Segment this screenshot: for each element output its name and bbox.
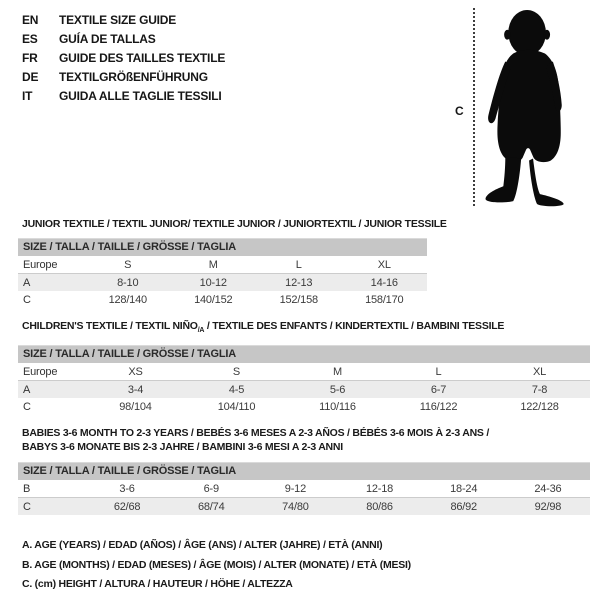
value-cell: 12-18 — [337, 480, 421, 498]
size-bar: SIZE / TALLA / TAILLE / GRÖSSE / TAGLIA — [18, 463, 590, 480]
language-code: DE — [22, 70, 39, 84]
children-heading-prefix: CHILDREN'S TEXTILE / TEXTIL NIÑO — [22, 320, 198, 332]
babies-table-grid — [18, 480, 590, 515]
value-cell: 104/110 — [217, 400, 256, 413]
value-cell: 9-12 — [253, 480, 337, 498]
value-cell: 7-8 — [531, 383, 548, 396]
value-cell: 6-9 — [169, 480, 253, 498]
row-label-cell: A — [23, 383, 31, 396]
language-row-fr — [22, 49, 225, 68]
value-cell: XL — [342, 256, 428, 274]
language-code: ES — [22, 32, 38, 46]
value-cell: 14-16 — [370, 276, 398, 289]
value-cell: 140/152 — [194, 293, 233, 306]
children-table-grid — [18, 363, 590, 415]
table-row — [18, 363, 590, 381]
language-row-de — [22, 68, 225, 87]
language-title: TEXTILGRÖßENFÜHRUNG — [59, 70, 208, 84]
children-heading-suffix: / TEXTILE DES ENFANTS / KINDERTEXTIL / BAMBINI TESSILE — [204, 320, 505, 332]
row-label-cell: B — [18, 480, 85, 498]
value-cell: L — [388, 363, 489, 381]
value-cell: XS — [85, 363, 186, 381]
value-cell: 5-6 — [329, 383, 346, 396]
value-cell: M — [287, 363, 388, 381]
junior-table-grid — [18, 256, 427, 308]
table-row — [18, 381, 590, 399]
value-cell: L — [256, 256, 342, 274]
value-cell: 80/86 — [366, 500, 393, 513]
value-cell: 128/140 — [108, 293, 147, 306]
value-cell: 158/170 — [365, 293, 404, 306]
value-cell: 18-24 — [422, 480, 506, 498]
value-cell: 122/128 — [520, 400, 559, 413]
language-title: GUIDA ALLE TAGLIE TESSILI — [59, 89, 222, 103]
value-cell: 152/158 — [279, 293, 318, 306]
row-label-cell: Europe — [18, 363, 85, 381]
table-row — [18, 274, 427, 292]
footnote-legend — [22, 536, 411, 595]
language-title-list — [22, 11, 225, 106]
value-cell: 10-12 — [199, 276, 227, 289]
footnote-age-years: A. AGE (YEARS) / EDAD (AÑOS) / ÂGE (ANS) / ALTER (JAHRE) / ETÀ (ANNI) — [22, 539, 383, 551]
value-cell: 98/104 — [119, 400, 152, 413]
language-code: FR — [22, 51, 38, 65]
language-row-it — [22, 87, 225, 106]
value-cell: 68/74 — [197, 500, 225, 513]
table-row — [18, 291, 427, 308]
row-label-cell: C — [23, 293, 31, 306]
row-label-cell: A — [23, 276, 31, 289]
value-cell: 62/68 — [113, 500, 141, 513]
language-title: GUIDE DES TAILLES TEXTILE — [59, 51, 226, 65]
value-cell: M — [171, 256, 257, 274]
babies-heading-line2: BABYS 3-6 MONATE BIS 2-3 JAHRE / BAMBINI 3-6 MESI A 2-3 ANNI — [22, 440, 343, 453]
babies-size-table — [18, 462, 590, 515]
value-cell: 92/98 — [534, 500, 562, 513]
height-measure-dotted-line — [473, 8, 475, 206]
babies-heading-line1: BABIES 3-6 MONTH TO 2-3 YEARS / BEBÉS 3-6 MESES A 2-3 AÑOS / BÉBÉS 3-6 MOIS À 2-3 ANS / — [22, 427, 490, 439]
language-row-en — [22, 11, 225, 30]
children-size-table — [18, 345, 590, 415]
language-row-es — [22, 30, 225, 49]
value-cell: 6-7 — [430, 383, 447, 396]
footnote-age-months: B. AGE (MONTHS) / EDAD (MESES) / ÂGE (MOIS) / ALTER (MONATE) / ETÀ (MESI) — [22, 558, 411, 571]
table-row — [18, 256, 427, 274]
value-cell: XL — [489, 363, 590, 381]
value-cell: 3-6 — [85, 480, 169, 498]
language-title: GUÍA DE TALLAS — [59, 32, 156, 46]
value-cell: S — [85, 256, 171, 274]
children-section-heading — [22, 320, 504, 334]
table-row — [18, 398, 590, 415]
table-row — [18, 498, 590, 516]
language-code: IT — [22, 89, 33, 103]
junior-section-heading: JUNIOR TEXTILE / TEXTIL JUNIOR/ TEXTILE JUNIOR / JUNIORTEXTIL / JUNIOR TESSILE — [22, 218, 447, 230]
height-measure-label: C — [455, 104, 464, 118]
row-label-cell: C — [23, 500, 31, 513]
value-cell: 12-13 — [285, 276, 313, 289]
language-title: TEXTILE SIZE GUIDE — [59, 13, 177, 27]
value-cell: 24-36 — [506, 480, 590, 498]
value-cell: 116/122 — [419, 400, 458, 413]
value-cell: 74/80 — [282, 500, 309, 513]
junior-size-table — [18, 238, 427, 308]
row-label-cell: Europe — [18, 256, 85, 274]
baby-silhouette-icon — [479, 8, 595, 208]
value-cell: 4-5 — [228, 383, 245, 396]
value-cell: 86/92 — [450, 500, 477, 513]
value-cell: 3-4 — [127, 383, 144, 396]
language-code: EN — [22, 13, 39, 27]
size-bar: SIZE / TALLA / TAILLE / GRÖSSE / TAGLIA — [18, 346, 590, 363]
row-label-cell: C — [23, 400, 31, 413]
babies-section-heading — [22, 427, 489, 454]
footnote-height-cm: C. (cm) HEIGHT / ALTURA / HAUTEUR / HÖHE / ALTEZZA — [22, 578, 293, 590]
value-cell: S — [186, 363, 287, 381]
value-cell: 8-10 — [117, 276, 139, 289]
value-cell: 110/116 — [319, 400, 356, 413]
children-heading-subscript: /A — [197, 327, 205, 335]
table-row — [18, 480, 590, 498]
size-bar: SIZE / TALLA / TAILLE / GRÖSSE / TAGLIA — [18, 239, 427, 256]
